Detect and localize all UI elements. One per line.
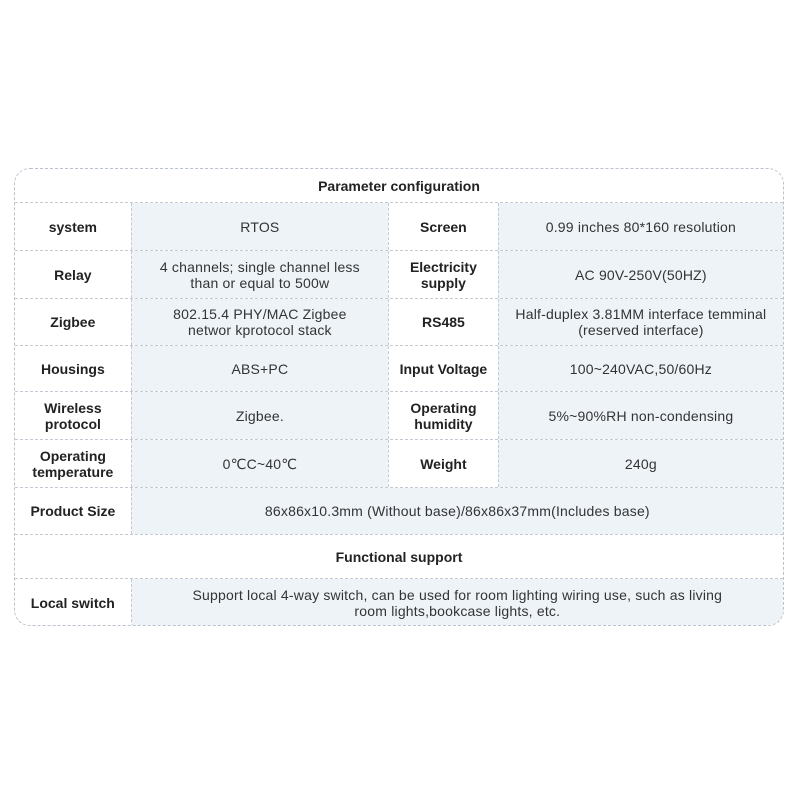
param-value: RTOS — [131, 203, 388, 250]
table-row — [15, 439, 783, 487]
param-value: AC 90V-250V(50HZ) — [498, 251, 783, 298]
param-label: Housings — [15, 346, 131, 391]
param-value: Half-duplex 3.81MM interface temminal (reserved interface) — [498, 299, 783, 345]
param-value: Support local 4-way switch, can be used for room lighting wiring use, such as living room lights,bookcase lights, etc. — [131, 579, 783, 626]
param-label: Product Size — [15, 488, 131, 534]
param-value: 100~240VAC,50/60Hz — [498, 346, 783, 391]
table-header-row — [15, 169, 783, 202]
param-value: 240g — [498, 440, 783, 487]
param-label: Zigbee — [15, 299, 131, 345]
param-label: Operating humidity — [388, 392, 498, 439]
param-value: 86x86x10.3mm (Without base)/86x86x37mm(Includes base) — [131, 488, 783, 534]
param-label: Weight — [388, 440, 498, 487]
param-value: 4 channels; single channel less than or equal to 500w — [131, 251, 388, 298]
param-label: Local switch — [15, 579, 131, 626]
param-value: 0℃C~40℃ — [131, 440, 388, 487]
table-row — [15, 250, 783, 298]
param-label: Electricity supply — [388, 251, 498, 298]
table-row — [15, 202, 783, 250]
table-row — [15, 298, 783, 345]
param-label: Wireless protocol — [15, 392, 131, 439]
param-label: Operating temperature — [15, 440, 131, 487]
param-label: system — [15, 203, 131, 250]
param-value: ABS+PC — [131, 346, 388, 391]
table-row — [15, 391, 783, 439]
table-row — [15, 487, 783, 534]
param-value: Zigbee. — [131, 392, 388, 439]
param-label: Input Voltage — [388, 346, 498, 391]
table-title: Parameter configuration — [15, 169, 783, 202]
section-title: Functional support — [15, 535, 783, 578]
param-value: 5%~90%RH non-condensing — [498, 392, 783, 439]
param-label: Relay — [15, 251, 131, 298]
table-row — [15, 578, 783, 626]
param-value: 0.99 inches 80*160 resolution — [498, 203, 783, 250]
section-header-row — [15, 534, 783, 578]
param-label: Screen — [388, 203, 498, 250]
param-label: RS485 — [388, 299, 498, 345]
parameter-table — [14, 168, 784, 626]
table-row — [15, 345, 783, 391]
param-value: 802.15.4 PHY/MAC Zigbee networ kprotocol stack — [131, 299, 388, 345]
